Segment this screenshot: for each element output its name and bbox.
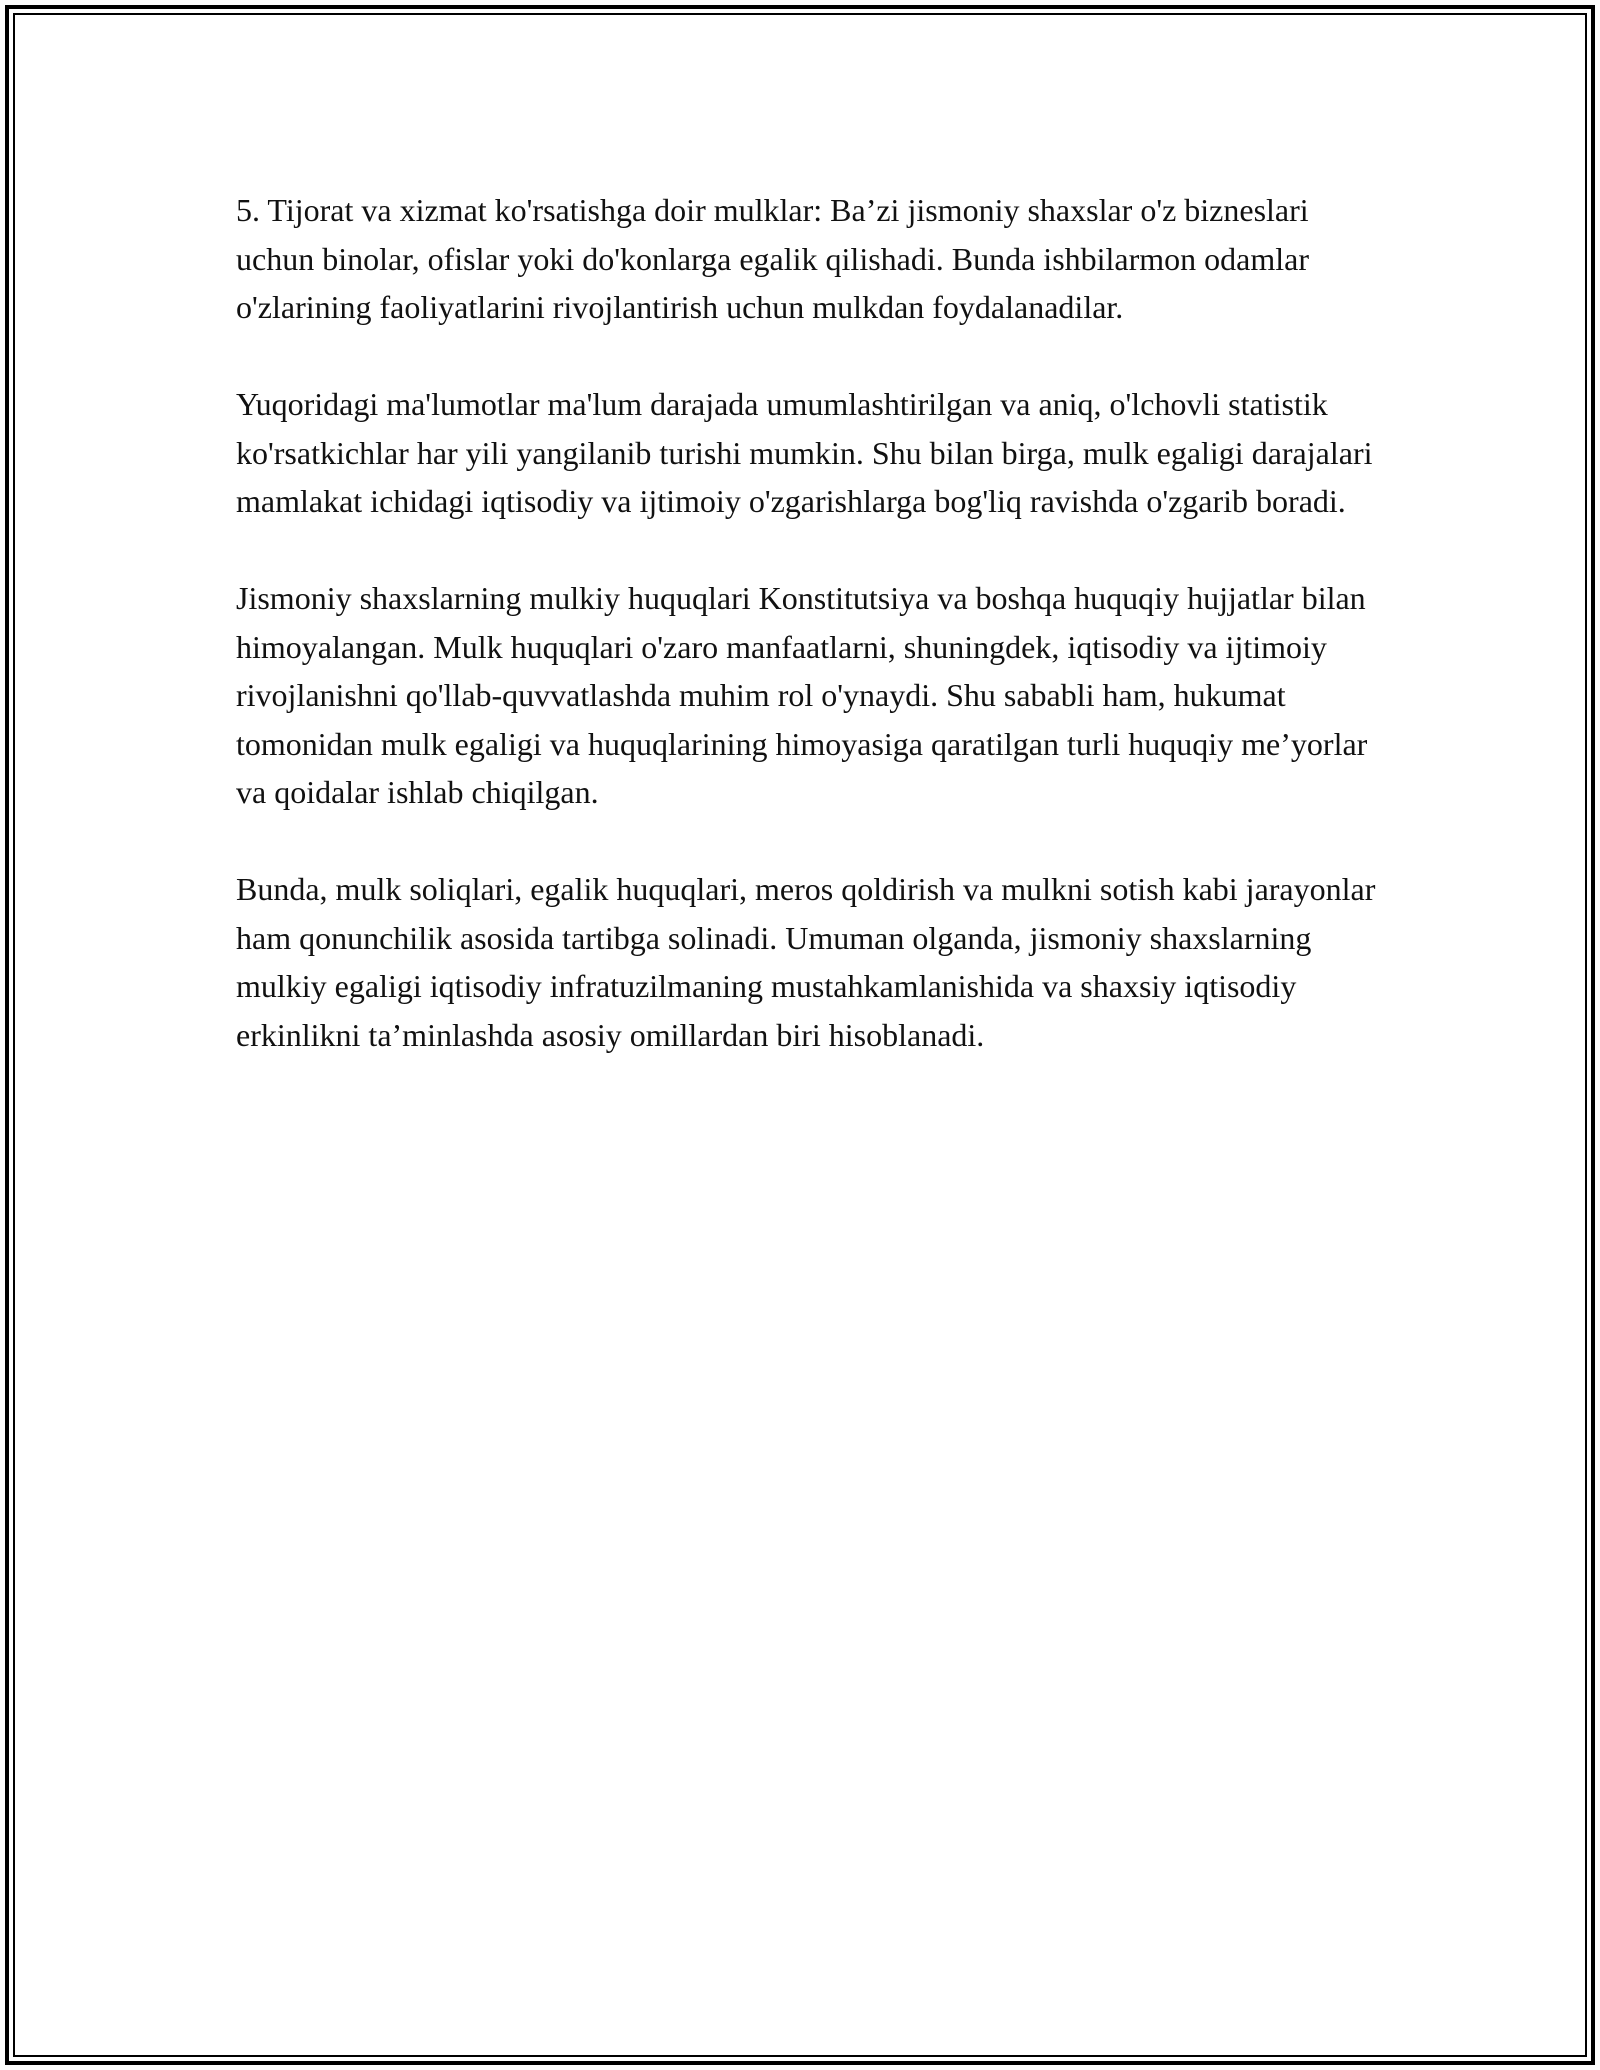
paragraph-legal-regulation: Bunda, mulk soliqlari, egalik huquqlari, meros qoldirish va mulkni sotish kabi jarayonlar ham qonunchilik asosida tartibga solinadi. Umuman olganda, jismoniy shaxslarning mulkiy egaligi iqtisodiy infratuzilmaning mustahkamlanishida va shaxsiy iqtisodiy erkinlikni ta’minlashda asosiy omillardan biri hisoblanadi.	[236, 871, 1376, 1053]
document-body	[236, 186, 1376, 1108]
paragraph-statistics-note: Yuqoridagi ma'lumotlar ma'lum darajada umumlashtirilgan va aniq, o'lchovli statistik ko'rsatkichlar har yili yangilanib turishi mumkin. Shu bilan birga, mulk egaligi darajalari mamlakat ichidagi iqtisodiy va ijtimoiy o'zgarishlarga bog'liq ravishda o'zgarib boradi.	[236, 386, 1373, 519]
paragraph-property-rights: Jismoniy shaxslarning mulkiy huquqlari Konstitutsiya va boshqa huquqiy hujjatlar bilan himoyalangan. Mulk huquqlari o'zaro manfaatlarni, shuningdek, iqtisodiy va ijtimoiy rivojlanishni qo'llab-quvvatlashda muhim rol o'ynaydi. Shu sababli ham, hukumat tomonidan mulk egaligi va huquqlarining himoyasiga qaratilgan turli huquqiy me’yorlar va qoidalar ishlab chiqilgan.	[236, 580, 1368, 810]
paragraph-commercial-property: 5. Tijorat va xizmat ko'rsatishga doir mulklar: Ba’zi jismoniy shaxslar o'z bizneslari uchun binolar, ofislar yoki do'konlarga egalik qilishadi. Bunda ishbilarmon odamlar o'zlarining faoliyatlarini rivojlantirish uchun mulkdan foydalanadilar.	[236, 192, 1310, 325]
